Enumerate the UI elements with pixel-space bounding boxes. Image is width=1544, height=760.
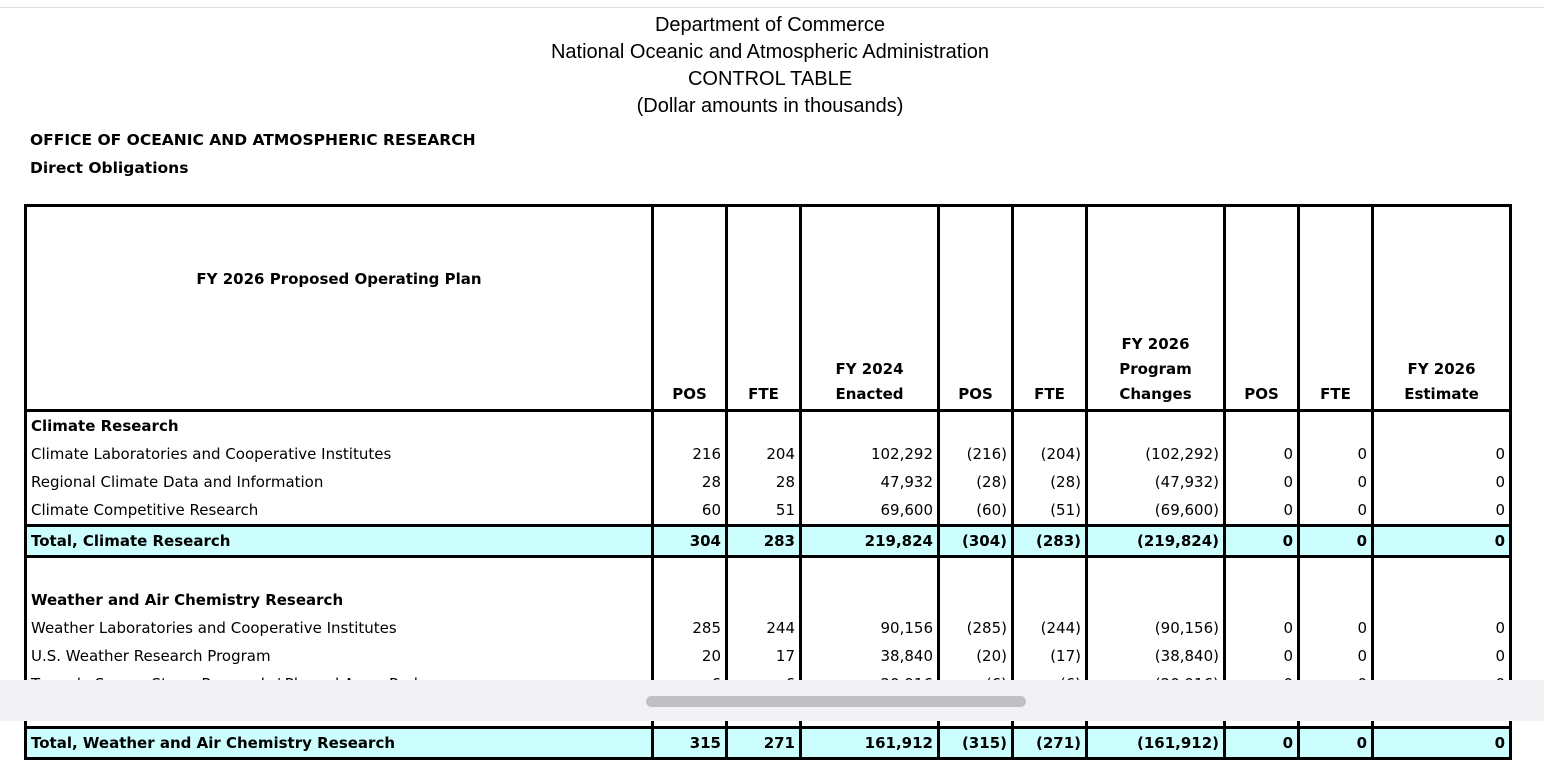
row-label: Climate Laboratories and Cooperative Institutes <box>26 440 653 468</box>
total-row-weather <box>26 728 1511 759</box>
header-table-title: CONTROL TABLE <box>687 68 853 90</box>
cell-changes: (90,156) <box>1087 614 1225 642</box>
table-row <box>26 642 1511 670</box>
cell-fte: 283 <box>727 526 801 557</box>
cell-estimate: 0 <box>1373 496 1511 526</box>
section-row-climate <box>26 411 1511 441</box>
col-header-pos-estimate: POS <box>1225 206 1299 411</box>
cell-pos: 216 <box>653 440 727 468</box>
cell-pos: 0 <box>1225 526 1299 557</box>
cell-fte: 0 <box>1299 496 1373 526</box>
cell-changes: (69,600) <box>1087 496 1225 526</box>
cell-pos: 315 <box>653 728 727 759</box>
cell-fte: 0 <box>1299 526 1373 557</box>
cell-changes: (219,824) <box>1087 526 1225 557</box>
cell-fte: 244 <box>727 614 801 642</box>
cell-fte: (271) <box>1013 728 1087 759</box>
table-row <box>26 496 1511 526</box>
cell-pos: (304) <box>939 526 1013 557</box>
section-title: Weather and Air Chemistry Research <box>26 586 653 614</box>
cell-pos: 28 <box>653 468 727 496</box>
cell-fte: 51 <box>727 496 801 526</box>
cell-pos: (20) <box>939 642 1013 670</box>
row-label: Regional Climate Data and Information <box>26 468 653 496</box>
total-label: Total, Climate Research <box>26 526 653 557</box>
col-header-fy2024-enacted: FY 2024 Enacted <box>801 206 939 411</box>
header-agency: National Oceanic and Atmospheric Administration <box>550 41 989 63</box>
row-label: Climate Competitive Research <box>26 496 653 526</box>
cell-enacted: 47,932 <box>801 468 939 496</box>
office-subtitle: Direct Obligations <box>30 159 189 177</box>
cell-pos: 20 <box>653 642 727 670</box>
total-label: Total, Weather and Air Chemistry Research <box>26 728 653 759</box>
cell-fte: 0 <box>1299 614 1373 642</box>
row-label: U.S. Weather Research Program <box>26 642 653 670</box>
cell-pos: (28) <box>939 468 1013 496</box>
cell-pos: 0 <box>1225 642 1299 670</box>
table-row <box>26 468 1511 496</box>
cell-fte: 0 <box>1299 440 1373 468</box>
header-units-note: (Dollar amounts in thousands) <box>636 95 904 117</box>
cell-estimate: 0 <box>1373 440 1511 468</box>
cell-fte: (51) <box>1013 496 1087 526</box>
cell-estimate: 0 <box>1373 728 1511 759</box>
col-header-plan: FY 2026 Proposed Operating Plan <box>26 206 653 411</box>
office-block <box>30 126 476 182</box>
cell-estimate: 0 <box>1373 468 1511 496</box>
control-table <box>24 204 1512 760</box>
cell-enacted: 219,824 <box>801 526 939 557</box>
cell-estimate: 0 <box>1373 526 1511 557</box>
cell-estimate: 0 <box>1373 642 1511 670</box>
cell-fte: 204 <box>727 440 801 468</box>
col-header-fte-enacted: FTE <box>727 206 801 411</box>
horizontal-scrollbar[interactable] <box>0 680 1544 721</box>
cell-pos: 0 <box>1225 614 1299 642</box>
cell-changes: (161,912) <box>1087 728 1225 759</box>
cell-enacted: 38,840 <box>801 642 939 670</box>
office-name: OFFICE OF OCEANIC AND ATMOSPHERIC RESEARCH <box>30 131 476 149</box>
cell-fte: 0 <box>1299 728 1373 759</box>
col-header-fte-changes: FTE <box>1013 206 1087 411</box>
cell-pos: (285) <box>939 614 1013 642</box>
section-row-weather <box>26 586 1511 614</box>
cell-pos: 0 <box>1225 440 1299 468</box>
col-header-pos-enacted: POS <box>653 206 727 411</box>
row-label: Weather Laboratories and Cooperative Institutes <box>26 614 653 642</box>
cell-fte: (283) <box>1013 526 1087 557</box>
cell-enacted: 90,156 <box>801 614 939 642</box>
top-divider <box>0 7 1544 8</box>
table-header-row <box>26 206 1511 411</box>
col-header-fy2026-estimate: FY 2026 Estimate <box>1373 206 1511 411</box>
section-title: Climate Research <box>26 411 653 441</box>
cell-fte: (204) <box>1013 440 1087 468</box>
cell-fte: 0 <box>1299 468 1373 496</box>
cell-estimate: 0 <box>1373 614 1511 642</box>
table-row <box>26 440 1511 468</box>
cell-changes: (102,292) <box>1087 440 1225 468</box>
cell-fte: 271 <box>727 728 801 759</box>
cell-enacted: 102,292 <box>801 440 939 468</box>
col-header-pos-changes: POS <box>939 206 1013 411</box>
col-header-fte-estimate: FTE <box>1299 206 1373 411</box>
cell-pos: 0 <box>1225 468 1299 496</box>
cell-pos: 0 <box>1225 496 1299 526</box>
spacer-row <box>26 557 1511 587</box>
cell-pos: 0 <box>1225 728 1299 759</box>
table-row <box>26 614 1511 642</box>
cell-pos: (315) <box>939 728 1013 759</box>
cell-fte: (244) <box>1013 614 1087 642</box>
document-header <box>420 12 1120 120</box>
cell-fte: (28) <box>1013 468 1087 496</box>
col-header-fy2026-program-changes: FY 2026 Program Changes <box>1087 206 1225 411</box>
cell-changes: (47,932) <box>1087 468 1225 496</box>
cell-fte: 17 <box>727 642 801 670</box>
cell-enacted: 161,912 <box>801 728 939 759</box>
cell-pos: 304 <box>653 526 727 557</box>
cell-pos: (60) <box>939 496 1013 526</box>
cell-enacted: 69,600 <box>801 496 939 526</box>
cell-fte: 28 <box>727 468 801 496</box>
header-department: Department of Commerce <box>654 14 886 36</box>
total-row-climate <box>26 526 1511 557</box>
cell-fte: (17) <box>1013 642 1087 670</box>
scrollbar-thumb[interactable] <box>646 696 1026 707</box>
cell-changes: (38,840) <box>1087 642 1225 670</box>
cell-pos: (216) <box>939 440 1013 468</box>
cell-pos: 60 <box>653 496 727 526</box>
cell-fte: 0 <box>1299 642 1373 670</box>
cell-pos: 285 <box>653 614 727 642</box>
